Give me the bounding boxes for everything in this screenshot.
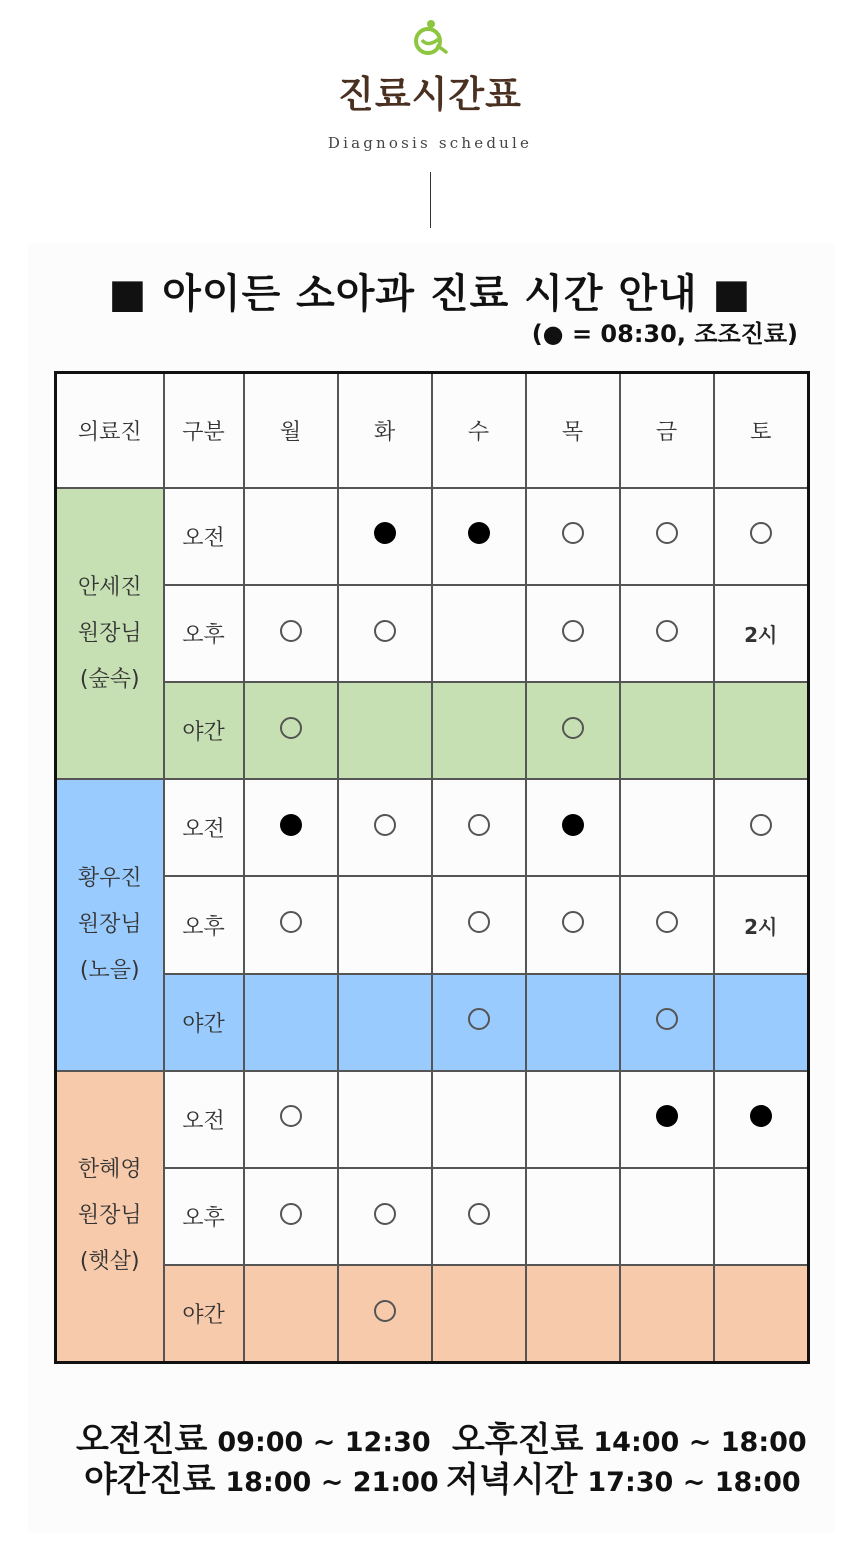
doctor-name-line: 원장님 [77,1203,142,1229]
schedule-cell [244,974,338,1071]
schedule-cell [526,1265,620,1362]
period-label: 오후 [164,876,244,973]
table-row [56,779,809,876]
open-circle-icon [280,620,302,642]
apple-logo-icon [408,18,452,58]
schedule-cell [244,1071,338,1168]
schedule-cell [338,876,432,973]
schedule-cell [432,1071,526,1168]
column-header: 토 [714,373,809,488]
schedule-cell [244,1265,338,1362]
period-label: 야간 [164,682,244,779]
table-row [56,1265,809,1362]
open-circle-icon [562,717,584,739]
table-row [56,974,809,1071]
schedule-cell [432,585,526,682]
table-row [56,488,809,585]
column-header: 수 [432,373,526,488]
open-circle-icon [374,814,396,836]
schedule-cell [526,974,620,1071]
schedule-cell [714,1071,809,1168]
open-circle-icon [750,814,772,836]
doctor-name-line: 한혜영 [77,1157,142,1183]
column-header: 월 [244,373,338,488]
schedule-cell [526,1071,620,1168]
table-row [56,1168,809,1265]
schedule-cell [338,974,432,1071]
filled-circle-icon [750,1105,772,1127]
doctor-name-line: (햇살) [79,1249,140,1275]
schedule-cell [714,585,809,682]
open-circle-icon [468,814,490,836]
schedule-cell [432,974,526,1071]
schedule-cell [526,876,620,973]
legend-note: (● = 08:30, 조조진료) [531,320,798,348]
schedule-cell [338,1168,432,1265]
schedule-cell [338,585,432,682]
table-row [56,585,809,682]
schedule-cell [620,682,714,779]
schedule-cell [338,1265,432,1362]
hours-night-label: 야간진료 [84,1460,216,1500]
column-header: 금 [620,373,714,488]
hours-dinner-time: 17:30 ~ 18:00 [587,1467,801,1498]
column-header: 화 [338,373,432,488]
table-row [56,876,809,973]
schedule-cell [526,488,620,585]
schedule-cell [714,779,809,876]
schedule-cell [620,1071,714,1168]
table-row [56,1071,809,1168]
open-circle-icon [562,620,584,642]
schedule-cell [432,1168,526,1265]
hours-night [84,1452,439,1501]
schedule-cell [620,1168,714,1265]
table-row [56,682,809,779]
filled-circle-icon [656,1105,678,1127]
filled-circle-icon [280,814,302,836]
schedule-cell [244,682,338,779]
notice-title: ■ 아이든 소아과 진료 시간 안내 ■ [108,271,752,317]
page-subtitle: Diagnosis schedule [327,134,533,152]
schedule-cell [338,488,432,585]
hours-night-time: 18:00 ~ 21:00 [225,1467,439,1498]
schedule-cell [620,1265,714,1362]
schedule-cell [714,488,809,585]
schedule-cell [620,585,714,682]
schedule-cell [432,682,526,779]
schedule-cell [714,682,809,779]
open-circle-icon [468,911,490,933]
schedule-cell [620,974,714,1071]
schedule-cell [714,1168,809,1265]
schedule-cell [620,488,714,585]
page-header [0,0,860,240]
schedule-cell [714,974,809,1071]
schedule-cell [432,1265,526,1362]
doctor-name-line: (숲속) [79,666,140,692]
open-circle-icon [280,1203,302,1225]
hours-dinner [446,1452,801,1501]
open-circle-icon [374,1300,396,1322]
hours-afternoon-time: 14:00 ~ 18:00 [593,1427,807,1458]
open-circle-icon [562,911,584,933]
schedule-cell [526,1168,620,1265]
hours-morning-label: 오전진료 [76,1420,208,1460]
schedule-cell [244,876,338,973]
time-note: 2시 [744,623,778,647]
open-circle-icon [280,911,302,933]
open-circle-icon [468,1008,490,1030]
open-circle-icon [562,522,584,544]
doctor-name-line: 황우진 [77,866,142,892]
filled-circle-icon [468,522,490,544]
open-circle-icon [280,1105,302,1127]
divider-line [430,172,431,228]
open-circle-icon [656,620,678,642]
schedule-cell [714,1265,809,1362]
open-circle-icon [656,522,678,544]
open-circle-icon [374,620,396,642]
column-header: 목 [526,373,620,488]
schedule-cell [244,779,338,876]
doctor-name-line: (노을) [79,958,140,984]
period-label: 오후 [164,585,244,682]
doctor-name-line: 안세진 [77,574,142,600]
period-label: 야간 [164,974,244,1071]
schedule-cell [526,682,620,779]
hours-afternoon-label: 오후진료 [452,1420,584,1460]
hours-dinner-label: 저녁시간 [446,1460,578,1500]
schedule-cell [338,1071,432,1168]
schedule-cell [432,779,526,876]
header-row [56,373,809,488]
hours-morning-time: 09:00 ~ 12:30 [217,1427,431,1458]
schedule-table [54,371,810,1364]
schedule-cell [244,1168,338,1265]
schedule-cell [432,488,526,585]
open-circle-icon [280,717,302,739]
filled-circle-icon [562,814,584,836]
schedule-cell [714,876,809,973]
open-circle-icon [656,911,678,933]
open-circle-icon [656,1008,678,1030]
open-circle-icon [750,522,772,544]
doctor-cell [56,1071,164,1363]
time-note: 2시 [744,914,778,939]
doctor-cell [56,488,164,780]
open-circle-icon [374,1203,396,1225]
schedule-cell [244,488,338,585]
filled-circle-icon [374,522,396,544]
period-label: 오전 [164,488,244,585]
doctor-name-line: 원장님 [77,620,142,646]
schedule-cell [244,585,338,682]
schedule-cell [620,876,714,973]
period-label: 오전 [164,1071,244,1168]
schedule-cell [620,779,714,876]
period-label: 오전 [164,779,244,876]
schedule-cell [526,585,620,682]
page-title: 진료시간표 [338,73,522,116]
schedule-cell [338,779,432,876]
period-label: 야간 [164,1265,244,1362]
schedule-cell [526,779,620,876]
period-label: 오후 [164,1168,244,1265]
column-header: 의료진 [56,373,164,488]
doctor-cell [56,779,164,1071]
column-header: 구분 [164,373,244,488]
schedule-cell [432,876,526,973]
doctor-name-line: 원장님 [77,912,142,938]
open-circle-icon [468,1203,490,1225]
schedule-cell [338,682,432,779]
